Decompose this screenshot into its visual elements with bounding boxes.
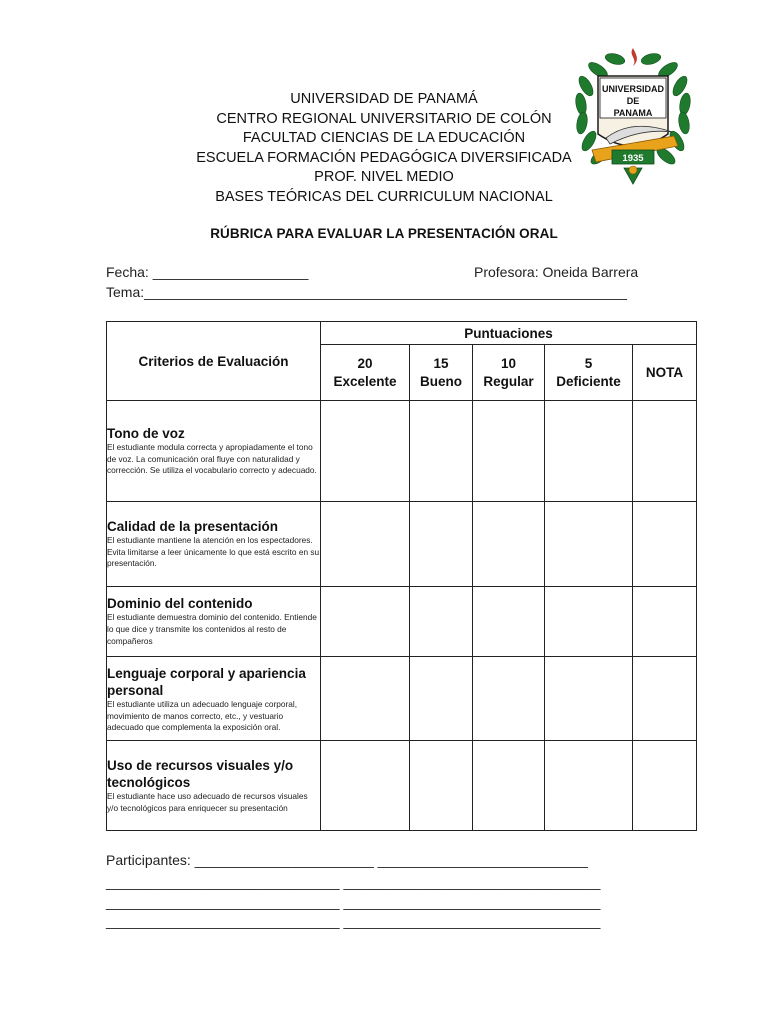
score-col-5 <box>545 345 633 401</box>
table-row <box>107 587 697 657</box>
score-label: Deficiente <box>556 373 621 389</box>
seal-text-top: UNIVERSIDAD <box>601 84 665 94</box>
seal-text-mid: DE <box>626 96 640 106</box>
criterion-description: El estudiante modula correcta y apropiadamente el tono de voz. La comunicación oral fluye con naturalidad y corrección. Se utiliza el vocabulario correcto y adecuado. <box>107 441 317 476</box>
score-cell[interactable] <box>321 587 410 657</box>
participants-line-3[interactable]: ______________________________ _________________________________ <box>106 894 601 910</box>
criteria-header: Criterios de Evaluación <box>107 322 321 401</box>
nota-cell[interactable] <box>633 587 697 657</box>
document-title: RÚBRICA PARA EVALUAR LA PRESENTACIÓN ORAL <box>210 226 558 241</box>
institution-header <box>150 90 618 207</box>
score-cell[interactable] <box>473 657 545 741</box>
university-seal-logo <box>572 46 694 188</box>
header-line-course: BASES TEÓRICAS DEL CURRICULUM NACIONAL <box>215 188 553 205</box>
criterion-name: Calidad de la presentación <box>107 518 279 534</box>
score-label: Excelente <box>333 373 397 389</box>
score-cell[interactable] <box>410 401 473 502</box>
header-line-program: PROF. NIVEL MEDIO <box>314 169 454 185</box>
criterion-description: El estudiante demuestra dominio del contenido. Entiende lo que dice y transmite los contenidos al resto de compañeros <box>107 612 317 646</box>
nota-cell[interactable] <box>633 657 697 741</box>
seal-year: 1935 <box>622 153 644 164</box>
score-cell[interactable] <box>545 502 633 587</box>
table-row <box>107 741 697 831</box>
score-label: Bueno <box>420 373 462 389</box>
fecha-field[interactable]: Fecha: ____________________ <box>106 264 309 280</box>
score-cell[interactable] <box>321 741 410 831</box>
header-line-school: ESCUELA FORMACIÓN PEDAGÓGICA DIVERSIFICADA <box>196 149 572 166</box>
score-value: 20 <box>357 355 373 371</box>
criterion-dominio-contenido <box>107 587 321 657</box>
score-value: 10 <box>500 355 517 371</box>
score-col-15 <box>410 345 473 401</box>
nota-cell[interactable] <box>633 502 697 587</box>
participants-line-4[interactable]: ______________________________ _________________________________ <box>106 913 601 929</box>
score-label: Regular <box>483 373 534 389</box>
score-cell[interactable] <box>545 587 633 657</box>
score-value: NOTA <box>645 364 684 380</box>
score-cell[interactable] <box>473 587 545 657</box>
participants-line-1[interactable]: Participantes: _______________________ ___________________________ <box>106 852 588 868</box>
criterion-description: El estudiante utiliza un adecuado lenguaje corporal, movimiento de manos correcto, etc., y vestuario adecuado que complementa la exposición oral. <box>107 698 298 733</box>
score-cell[interactable] <box>410 657 473 741</box>
score-cell[interactable] <box>545 401 633 502</box>
table-row <box>107 401 697 502</box>
score-cell[interactable] <box>473 502 545 587</box>
score-cell[interactable] <box>473 741 545 831</box>
header-line-university: UNIVERSIDAD DE PANAMÁ <box>290 91 478 107</box>
criterion-description: El estudiante hace uso adecuado de recursos visuales y/o tecnológicos para enriquecer su presentación <box>107 790 308 813</box>
rubric-table <box>106 321 697 831</box>
criterion-name: Uso de recursos visuales y/o tecnológicos <box>107 757 294 790</box>
criterion-calidad-presentacion <box>107 502 321 587</box>
score-cell[interactable] <box>473 401 545 502</box>
criterion-lenguaje-corporal <box>107 657 321 741</box>
criterion-name: Dominio del contenido <box>107 596 253 612</box>
seal-icon <box>572 46 694 188</box>
score-cell[interactable] <box>410 502 473 587</box>
criterion-name: Tono de voz <box>107 425 185 441</box>
score-col-10 <box>473 345 545 401</box>
nota-cell[interactable] <box>633 401 697 502</box>
score-cell[interactable] <box>321 502 410 587</box>
score-cell[interactable] <box>321 657 410 741</box>
criterion-tono-de-voz <box>107 401 321 502</box>
participants-line-2[interactable]: ______________________________ _________________________________ <box>106 874 601 890</box>
profesora-label: Profesora: Oneida Barrera <box>474 264 639 280</box>
criterion-name: Lenguaje corporal y apariencia personal <box>107 665 306 698</box>
score-col-nota <box>633 345 697 401</box>
score-cell[interactable] <box>410 741 473 831</box>
table-row <box>107 657 697 741</box>
criterion-recursos-visuales <box>107 741 321 831</box>
table-row <box>107 502 697 587</box>
score-cell[interactable] <box>545 657 633 741</box>
seal-text-bottom: PANAMA <box>613 108 653 118</box>
header-line-faculty: FACULTAD CIENCIAS DE LA EDUCACIÓN <box>242 130 526 146</box>
nota-cell[interactable] <box>633 741 697 831</box>
score-value: 15 <box>433 355 449 371</box>
score-cell[interactable] <box>321 401 410 502</box>
scores-header: Puntuaciones <box>321 322 697 345</box>
score-value: 5 <box>584 355 593 371</box>
criterion-description: El estudiante mantiene la atención en los espectadores. Evita limitarse a leer únicamente lo que está escrito en su presentación. <box>107 534 320 569</box>
score-col-20 <box>321 345 410 401</box>
header-line-center: CENTRO REGIONAL UNIVERSITARIO DE COLÓN <box>216 110 552 127</box>
tema-field[interactable]: Tema:______________________________________________________________ <box>106 284 627 300</box>
score-cell[interactable] <box>545 741 633 831</box>
score-cell[interactable] <box>410 587 473 657</box>
